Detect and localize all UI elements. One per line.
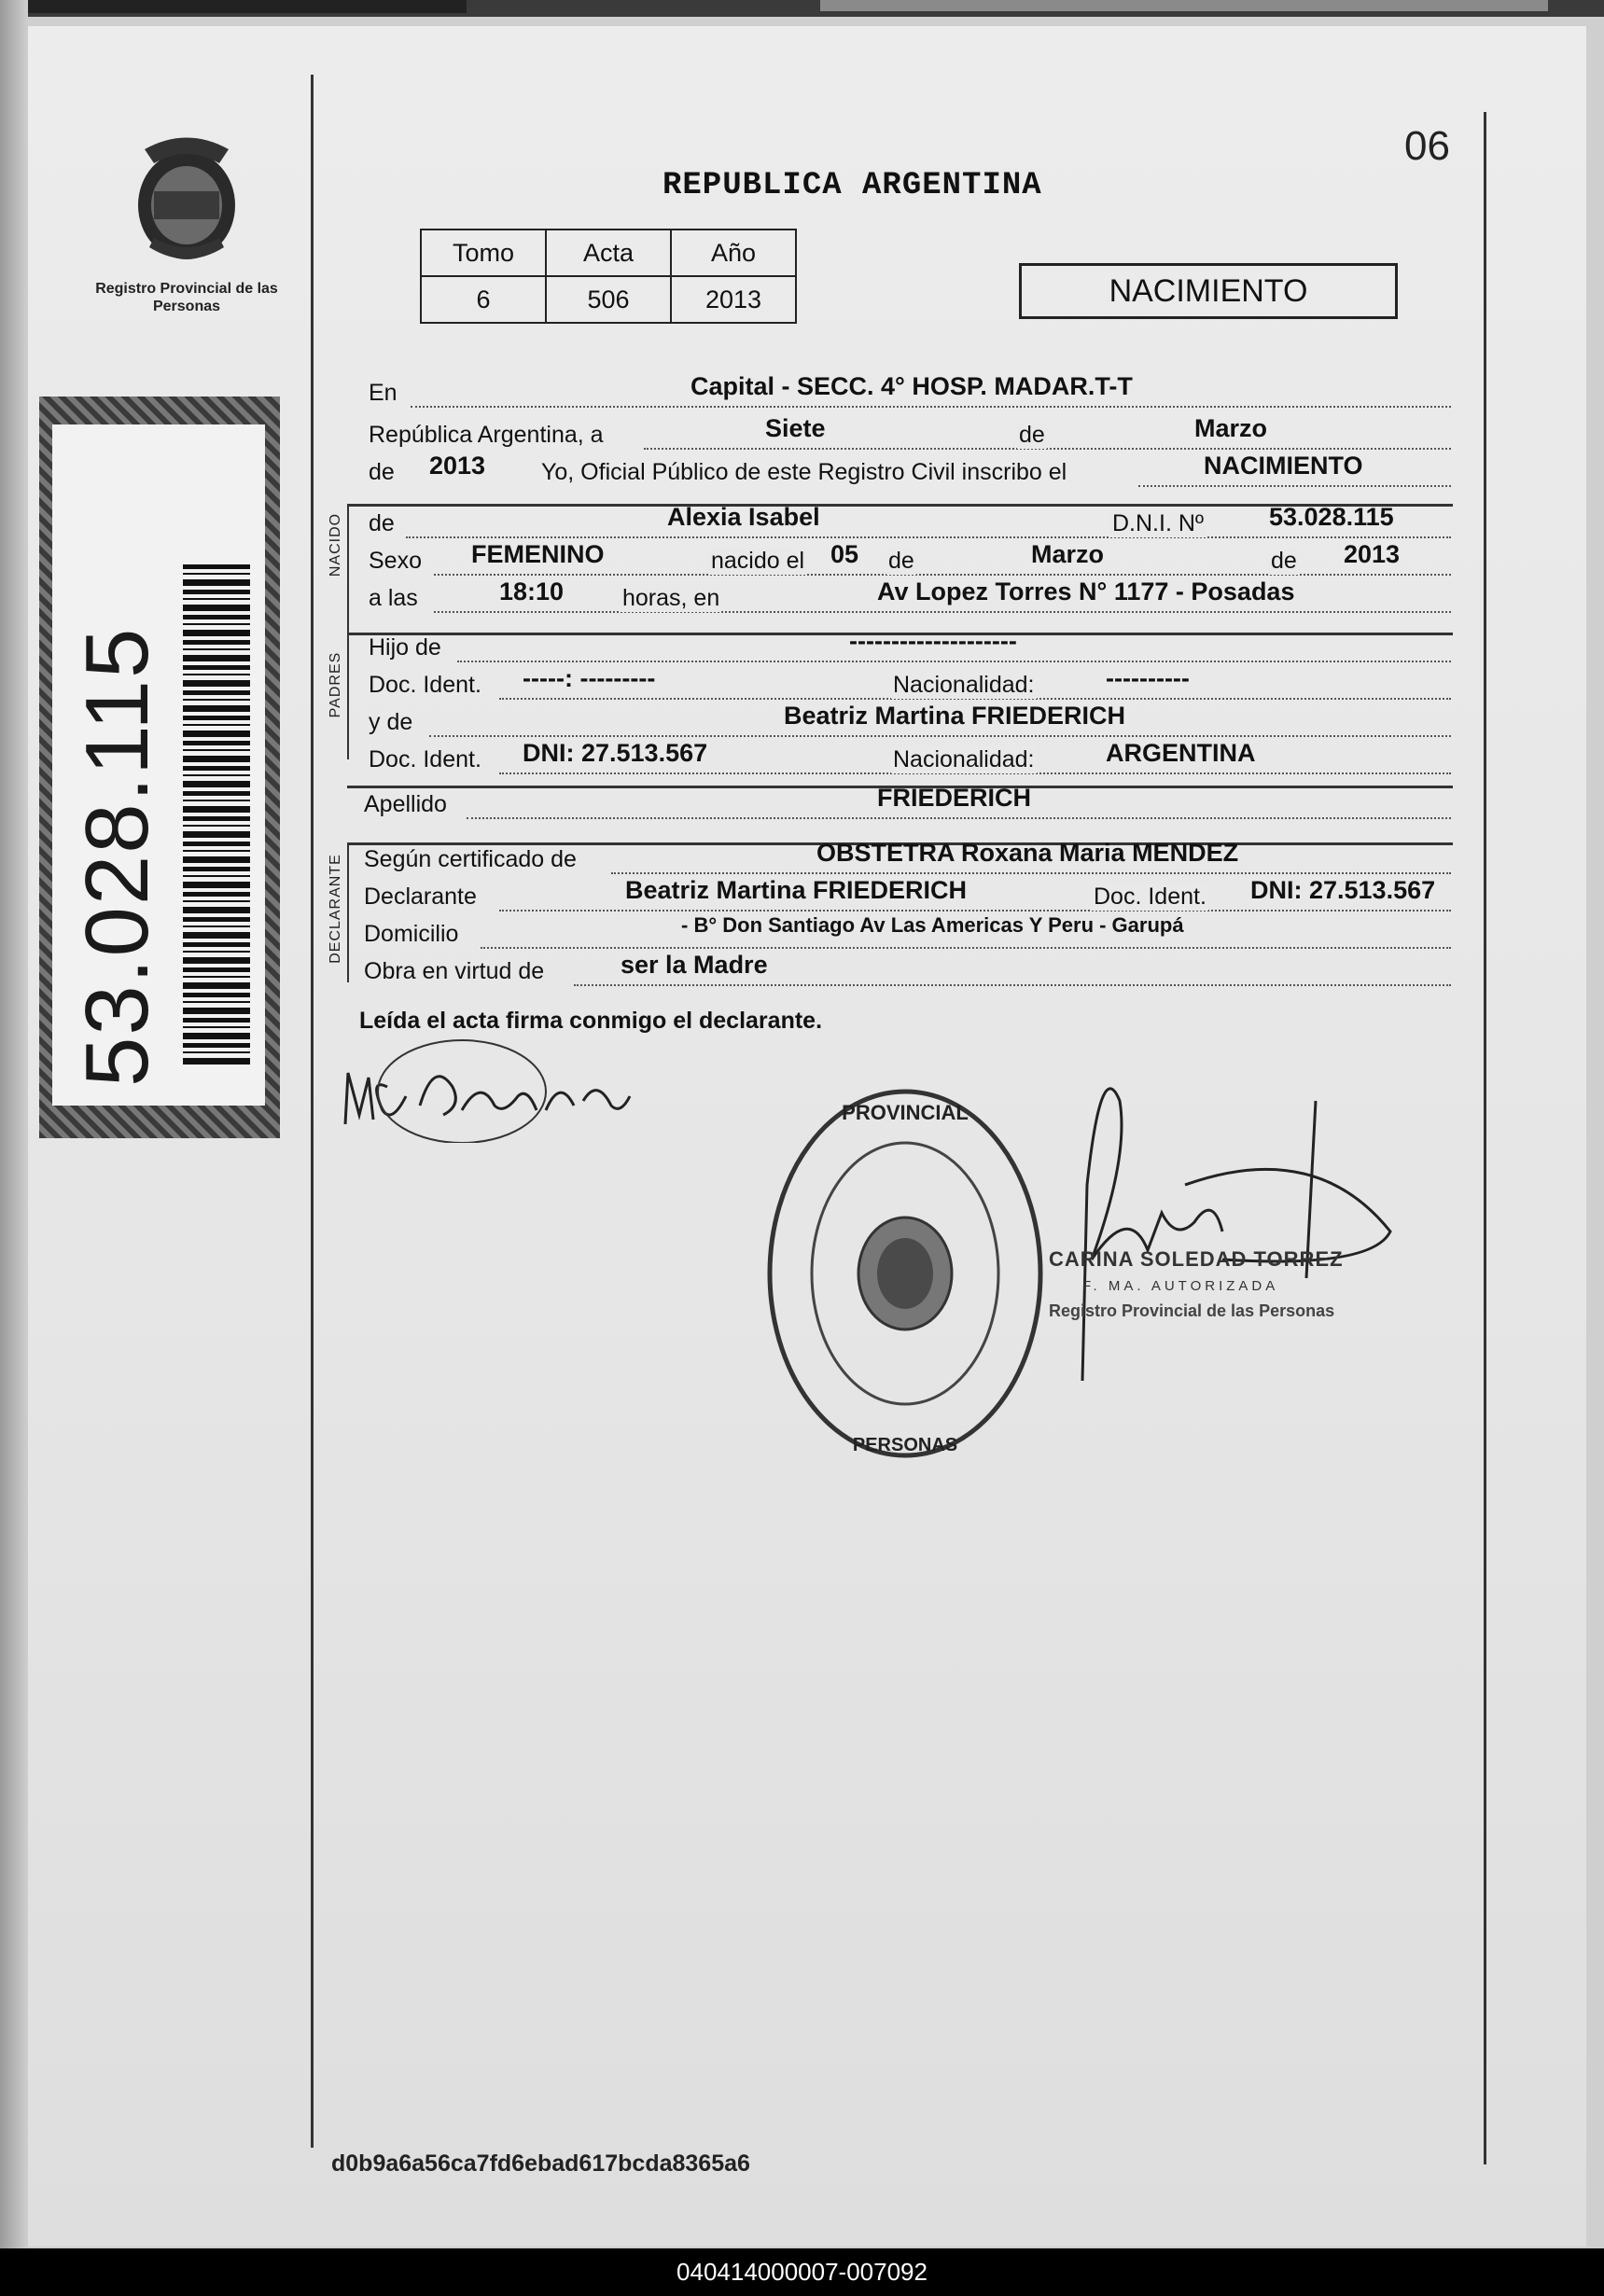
declarant-signature (331, 1022, 639, 1143)
label-nacido-de2: de (1271, 548, 1297, 574)
value-inscribo: NACIMIENTO (1204, 452, 1363, 480)
label-alas: a las (369, 585, 418, 611)
label-nacido: nacido el (711, 548, 805, 574)
act-table-header-row (421, 230, 796, 276)
label-yde: y de (369, 709, 413, 735)
value-nacionalidad-madre: ARGENTINA (1106, 739, 1256, 767)
label-yo: Yo, Oficial Público de este Registro Civil inscribo el (541, 459, 1067, 485)
label-republica: República Argentina, a (369, 422, 604, 448)
label-sexo: Sexo (369, 548, 422, 574)
right-margin-line (1484, 112, 1486, 2164)
top-edge-dark (28, 0, 467, 13)
row-madre (364, 702, 1451, 741)
value-madre: Beatriz Martina FRIEDERICH (784, 702, 1126, 730)
document-hash: d0b9a6a56ca7fd6ebad617bcda8365a6 (331, 2150, 750, 2177)
dots (644, 448, 1451, 450)
left-shadow (0, 0, 28, 2248)
value-lugar-nacimiento: Av Lopez Torres N° 1177 - Posadas (877, 577, 1295, 605)
act-header-tomo: Tomo (421, 230, 546, 276)
label-de2: de (369, 459, 395, 485)
act-table (420, 229, 797, 324)
value-docident-padre: -----: --------- (523, 664, 656, 692)
section-line-padres (347, 633, 349, 759)
act-value-anio: 2013 (671, 276, 796, 323)
label-domicilio: Domicilio (364, 921, 459, 947)
row-hijo (364, 627, 1451, 666)
row-sexo (364, 540, 1451, 579)
official-seal (760, 1082, 1050, 1465)
value-nacido-mes: Marzo (1031, 540, 1105, 568)
value-nacido-dia: 05 (830, 540, 859, 568)
act-value-tomo: 6 (421, 276, 546, 323)
section-label-declarante: DECLARANTE (328, 854, 343, 964)
side-id-inner (52, 424, 265, 1106)
margin-line (311, 75, 314, 2148)
value-padre: -------------------- (849, 627, 1017, 655)
svg-text:PROVINCIAL: PROVINCIAL (842, 1101, 969, 1124)
top-edge-light (820, 0, 1548, 11)
value-lugar-inscripcion: Capital - SECC. 4° HOSP. MADAR.T-T (690, 372, 1133, 400)
label-apellido: Apellido (364, 791, 447, 817)
document-title: REPUBLICA ARGENTINA (663, 168, 1042, 203)
dots (457, 661, 1451, 662)
page-number: 06 (1404, 123, 1450, 169)
officer-name: CARINA SOLEDAD TORREZ (1049, 1247, 1344, 1271)
dots (429, 735, 1451, 737)
row-declarante (364, 876, 1451, 915)
side-id-panel (39, 397, 280, 1138)
value-hora: 18:10 (499, 577, 565, 605)
dots (406, 536, 1451, 538)
label-dni: D.N.I. Nº (1112, 510, 1205, 536)
section-line-declarante (347, 842, 349, 982)
row-apellido (364, 784, 1451, 823)
value-nombre: Alexia Isabel (667, 503, 820, 531)
label-en: En (369, 380, 398, 406)
row-republica (364, 414, 1451, 453)
value-apellido: FRIEDERICH (877, 784, 1032, 812)
section-label-nacido: NACIDO (328, 512, 343, 577)
footer-code: 040414000007-007092 (0, 2248, 1604, 2296)
label-certificado: Según certificado de (364, 846, 577, 872)
value-docident-madre: DNI: 27.513.567 (523, 739, 708, 767)
value-declarante: Beatriz Martina FRIEDERICH (625, 876, 968, 904)
label-de: de (1019, 422, 1045, 448)
officer-signature (1073, 1045, 1446, 1399)
value-nacionalidad-padre: ---------- (1106, 664, 1190, 692)
value-anio: 2013 (429, 452, 486, 480)
value-certificado: OBSTETRA Roxana Maria MENDEZ (816, 839, 1239, 867)
row-obra (364, 951, 1451, 990)
row-docident-madre (364, 739, 1451, 778)
registry-caption: Registro Provincial de las Personas (95, 281, 278, 314)
label-horas: horas, en (622, 585, 720, 611)
dots (611, 872, 1451, 874)
provincial-emblem-icon (126, 131, 247, 271)
dots (574, 984, 1451, 986)
row-docident-padre (364, 664, 1451, 703)
act-header-acta: Acta (546, 230, 671, 276)
row-certificado (364, 839, 1451, 878)
label-docident-madre: Doc. Ident. (369, 746, 481, 772)
row-anio (364, 452, 1451, 491)
act-table-value-row (421, 276, 796, 323)
officer-title: F. MA. AUTORIZADA (1082, 1278, 1279, 1294)
act-type-box: NACIMIENTO (1019, 263, 1398, 319)
label-docident-padre: Doc. Ident. (369, 672, 481, 698)
dots (467, 817, 1451, 819)
section-line-nacido (347, 504, 349, 633)
signature-statement: Leída el acta firma conmigo el declarante. (359, 1008, 823, 1034)
label-declarante: Declarante (364, 884, 477, 910)
act-header-anio: Año (671, 230, 796, 276)
value-mes: Marzo (1194, 414, 1268, 442)
svg-text:PERSONAS: PERSONAS (852, 1435, 958, 1455)
dots (481, 947, 1451, 949)
value-docident-declarante: DNI: 27.513.567 (1250, 876, 1436, 904)
value-dni: 53.028.115 (1269, 503, 1394, 531)
label-nacionalidad-madre: Nacionalidad: (893, 746, 1035, 772)
dots (1138, 485, 1451, 487)
row-en (364, 372, 1451, 411)
section-label-padres: PADRES (328, 651, 343, 718)
label-obra: Obra en virtud de (364, 958, 545, 984)
row-domicilio (364, 913, 1451, 953)
value-obra: ser la Madre (621, 951, 768, 979)
label-docident-declarante: Doc. Ident. (1094, 884, 1206, 910)
dots (434, 611, 1451, 613)
value-nacido-anio: 2013 (1344, 540, 1401, 568)
row-hora (364, 577, 1451, 617)
act-value-acta: 506 (546, 276, 671, 323)
value-sexo: FEMENINO (471, 540, 605, 568)
officer-org: Registro Provincial de las Personas (1049, 1301, 1335, 1320)
side-id-number: 53.028.115 (67, 626, 167, 1087)
top-edge (0, 0, 1604, 17)
label-hijo: Hijo de (369, 634, 441, 661)
label-nacido-de: de (888, 548, 914, 574)
value-dia: Siete (765, 414, 826, 442)
barcode-icon (183, 564, 250, 1068)
label-nombre: de (369, 510, 395, 536)
dots (411, 406, 1451, 408)
label-nacionalidad-padre: Nacionalidad: (893, 672, 1035, 698)
row-nombre (364, 503, 1451, 542)
dots (499, 910, 1451, 911)
value-domicilio: - B° Don Santiago Av Las Americas Y Peru - Garupá (681, 913, 1184, 937)
